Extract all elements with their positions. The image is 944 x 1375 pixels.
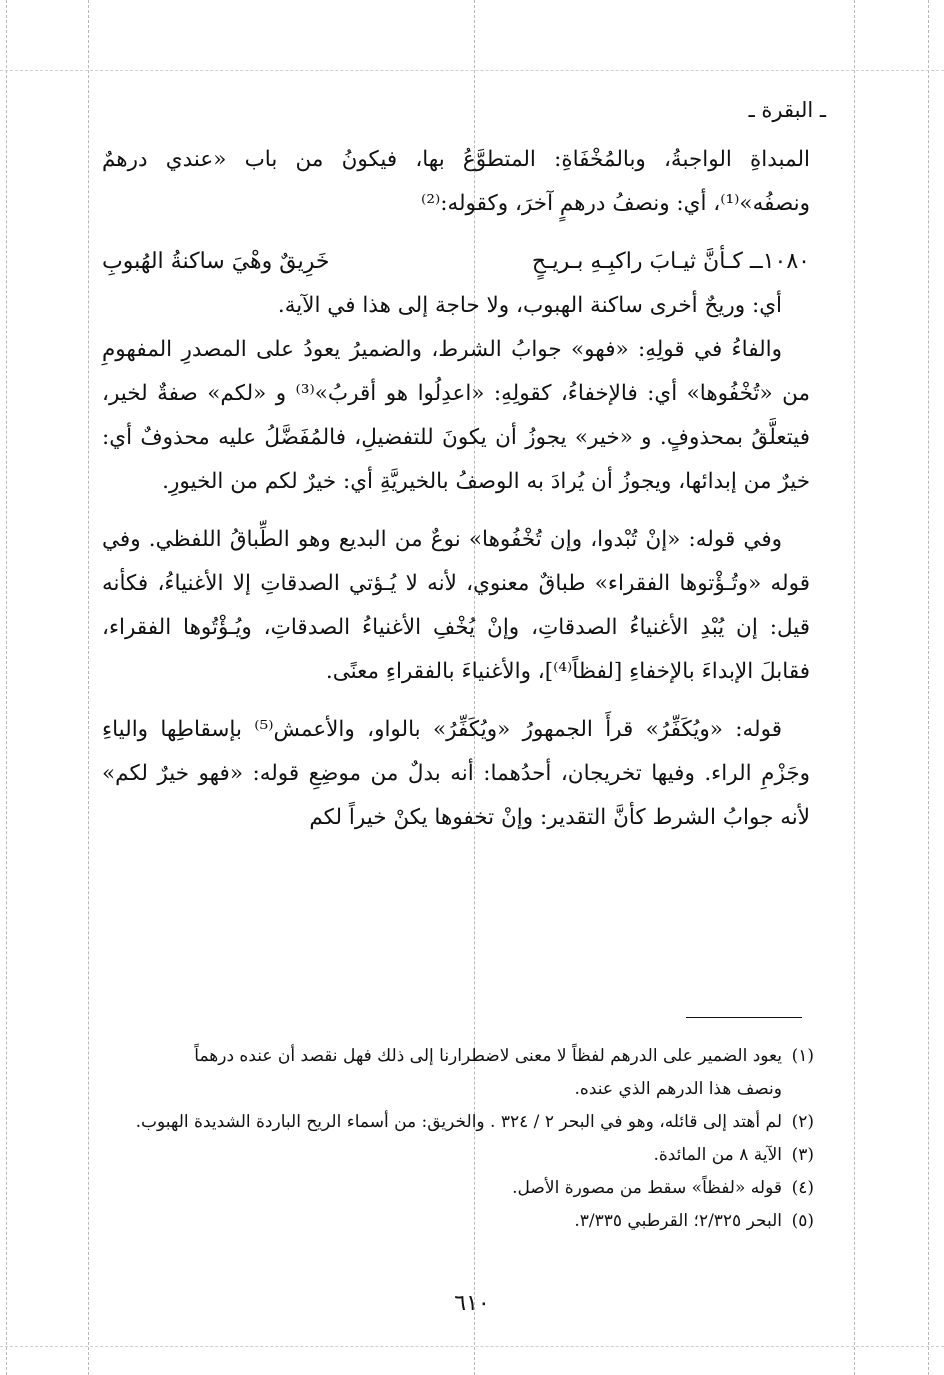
paragraph: أي: وريحٌ أخرى ساكنة الهبوب، ولا حاجة إلى هذا في الآية. [277,293,782,318]
footnote-text: يعود الضمير على الدرهم لفظاً لا معنى لاضطرارنا إلى ذلك فهل نقصد أن عنده درهماً [194,1046,782,1066]
footnote-text: البحر ٢/٣٢٥؛ القرطبي ٣/٣٣٥. [574,1211,782,1231]
footnote [102,1106,814,1139]
verse-hemistich-1: كـأنَّ ثيـابَ راكبِـهِ بـريـحٍ [531,249,743,274]
verse-first-hemistich [532,240,810,284]
main-text [102,138,810,840]
footnote [102,1205,814,1238]
footnotes [102,1040,814,1238]
scan-guide-line [88,0,89,1375]
page-number: ٦١٠ [454,1291,490,1316]
scan-guide-line [928,0,929,1375]
paragraph: قوله: «ويُكَفِّرُ» قرأَ الجمهورُ «ويُكَفِّرُ» بالواو، والأعمش⁽⁵⁾ بإسقاطِها والياءِ وجَزْمِ الراء. وفيها تخريجان، أحدُهما: أنه بدلٌ من موضِعِ قوله: «فهو خيرٌ لكم» لأنه جوابُ الشرط كأنَّ التقدير: وإنْ تخفوها يكنْ خيراً لكم [102,717,810,830]
scan-guide-line [854,0,855,1375]
footnote-number: (٢) [791,1112,814,1132]
footnote-number: (١) [791,1046,814,1066]
scan-guide-line [0,1346,944,1347]
verse-number: ١٠٨٠ــ [749,249,810,274]
footnote-number: (٤) [791,1178,814,1198]
running-header: ـ البقرة ـ [748,98,826,122]
paragraph: المبداةِ الواجبةُ، وبالمُخْفَاةِ: المتطوَّعُ بها، فيكونُ من باب «عندي درهمٌ ونصفُه»⁽¹⁾، أي: ونصفُ درهمٍ آخرَ، وكقوله:⁽²⁾ [102,147,810,216]
footnote-continuation: ونصف هذا الدرهم الذي عنده. [574,1079,782,1099]
scan-guide-line [6,0,7,1375]
paragraph: وفي قوله: «إنْ تُبْدوا، وإن تُخْفُوها» نوعٌ من البديع وهو الطِّباقُ اللفظي. وفي قوله «وتُـؤْتوها الفقراء» طباقٌ معنوي، لأنه لا يُـؤتي الصدقاتِ إلا الأغنياءُ، فكأنه قيل: إن يُبْدِ الأغنياءُ الصدقاتِ، وإنْ يُخْفِ الأغنياءُ الصدقاتِ، ويُـؤْتُوها الفقراء، فقابلَ الإبداءَ بالإخفاءِ [لفظاً⁽⁴⁾]، والأغنياءَ بالفقراءِ معنًى. [102,527,810,684]
footnote [102,1040,814,1073]
footnote-text: قوله «لفظاً» سقط من مصورة الأصل. [512,1178,782,1198]
footnote [102,1172,814,1205]
poetry-verse [102,240,810,284]
footnote-number: (٥) [791,1211,814,1231]
footnote-text: لم أهتد إلى قائله، وهو في البحر ٢ / ٣٢٤ . والخريق: من أسماء الريح الباردة الشديدة الهبوب. [135,1112,782,1132]
scan-guide-line [0,70,944,71]
footnote-text: الآية ٨ من المائدة. [653,1145,782,1165]
footnote-separator [686,1017,802,1018]
footnote-number: (٣) [791,1145,814,1165]
footnote [102,1139,814,1172]
paragraph: والفاءُ في قولِهِ: «فهو» جوابُ الشرط، والضميرُ يعودُ على المصدرِ المفهومِ من «تُخْفُوها» أي: فالإخفاءُ، كقولِهِ: «اعدِلُوا هو أقربُ»⁽³⁾ و «لكم» صفةٌ لخير، فيتعلَّقُ بمحذوفٍ. و «خير» يجوزُ أن يكونَ للتفضيلِ، فالمُفَضَّلُ عليه محذوفٌ أي: خيرٌ من إبدائها، ويجوزُ أن يُرادَ به الوصفُ بالخيريَّةِ أي: خيرٌ لكم من الخيورِ. [102,337,811,494]
verse-hemistich-2: خَرِيقٌ وهْيَ ساكنةُ الهُبوبِ [102,249,330,274]
